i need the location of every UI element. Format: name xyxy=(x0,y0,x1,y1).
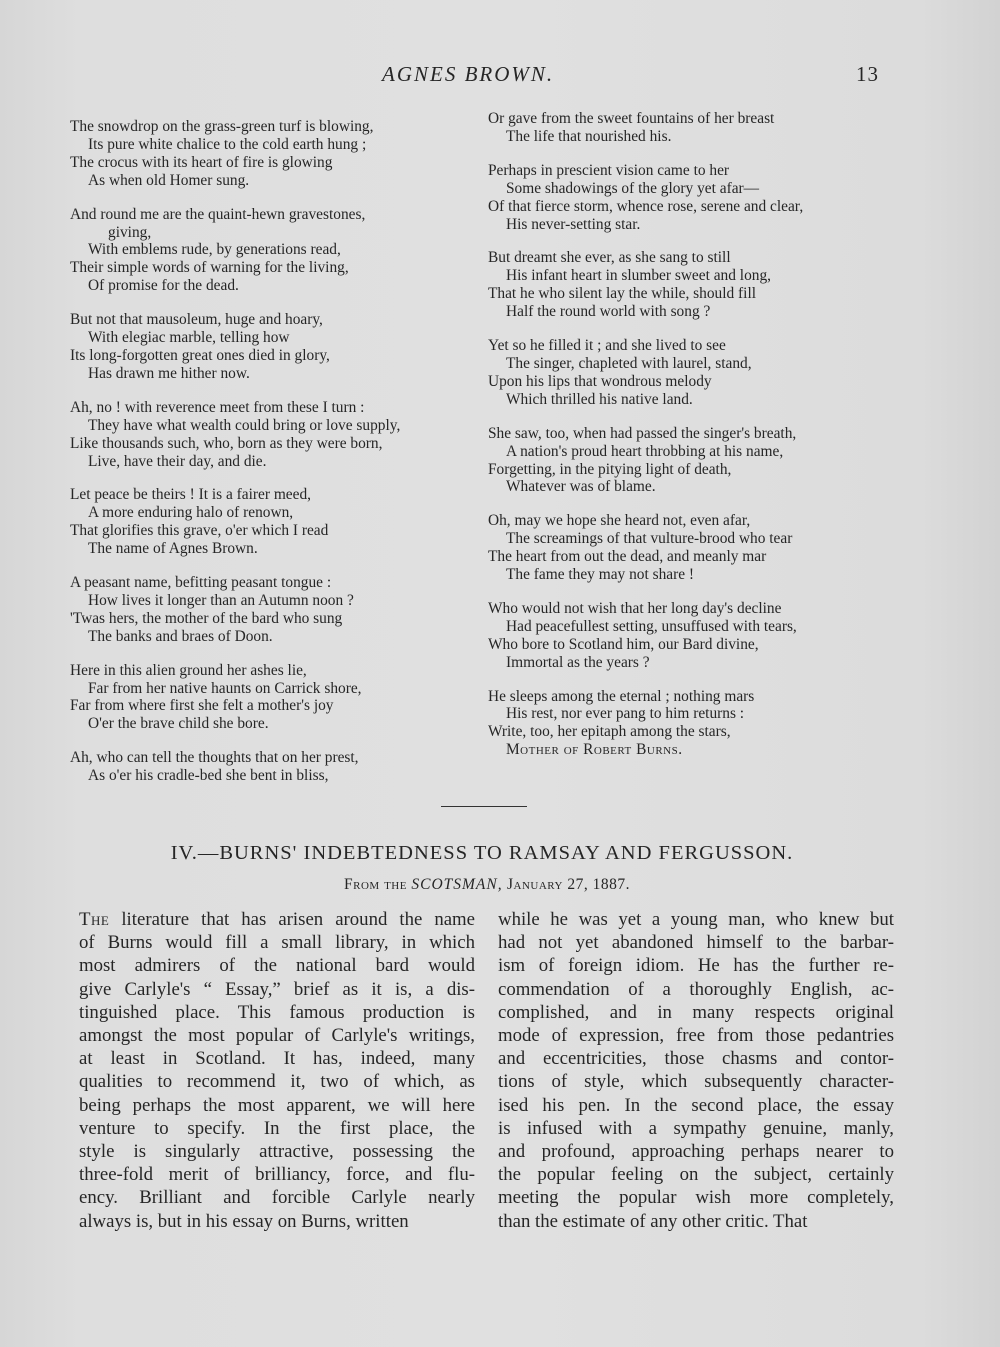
poem-line: Yet so he filled it ; and she lived to see xyxy=(488,337,726,355)
poem-line: Ah, no ! with reverence meet from these I turn : xyxy=(70,398,365,416)
poem-line: Or gave from the sweet fountains of her breast xyxy=(488,110,775,127)
poem-line: A nation's proud heart throbbing at his name, xyxy=(506,442,784,460)
poem-line: The snowdrop on the grass-green turf is blowing, xyxy=(70,118,374,135)
poem-stanza xyxy=(70,311,470,383)
poem-line: His rest, nor ever pang to him returns : xyxy=(506,705,745,723)
article-line: always is, but in his essay on Burns, written xyxy=(79,1210,409,1232)
poem-stanza xyxy=(70,486,470,558)
poem-line: They have what wealth could bring or love supply, xyxy=(88,416,401,434)
poem-line: Let peace be theirs ! It is a fairer meed, xyxy=(70,486,311,504)
article-line: The literature that has arisen around the name xyxy=(79,909,475,930)
poem-line: A peasant name, befitting peasant tongue : xyxy=(70,574,332,592)
poem-line: With emblems rude, by generations read, xyxy=(88,241,341,259)
poem-line: Upon his lips that wondrous melody xyxy=(488,372,712,390)
article-line: complished, and in many respects original xyxy=(498,1001,894,1023)
article-line: amongst the most popular of Carlyle's writings, xyxy=(79,1025,475,1047)
poem-line: Had peacefullest setting, unsuffused with tears, xyxy=(506,617,797,635)
article-line: venture to specify. In the first place, the xyxy=(79,1117,475,1139)
poem-line: Who bore to Scotland him, our Bard divine, xyxy=(488,635,759,653)
article-line: ency. Brilliant and forcible Carlyle nearly xyxy=(79,1187,475,1209)
article-line: is infused with a sympathy genuine, manly, xyxy=(498,1117,894,1139)
poem-line: The fame they may not share ! xyxy=(506,566,695,584)
poem-line: O'er the brave child she bore. xyxy=(88,715,269,733)
poem-line: Here in this alien ground her ashes lie, xyxy=(70,661,307,679)
poem-stanza xyxy=(70,749,470,785)
poem-line: But dreamt she ever, as she sang to still xyxy=(488,249,731,267)
section-divider xyxy=(441,806,527,807)
article-line: and eccentricities, those chasms and contor- xyxy=(498,1048,894,1070)
article-column-left xyxy=(79,908,475,1233)
article-line: than the estimate of any other critic. That xyxy=(498,1210,808,1232)
poem-stanza xyxy=(488,688,888,760)
poem-line: 'Twas hers, the mother of the bard who sung xyxy=(70,609,343,627)
source-paper: SCOTSMAN, xyxy=(411,876,503,893)
section-heading-text: IV.—BURNS' INDEBTEDNESS TO RAMSAY AND FERGUSSON. xyxy=(170,842,794,864)
article-line: give Carlyle's “ Essay,” brief as it is, a dis- xyxy=(79,978,475,1000)
page-number: 13 xyxy=(856,62,879,86)
poem-line: Of promise for the dead. xyxy=(88,277,239,295)
poem-line: The crocus with its heart of fire is glowing xyxy=(70,153,333,171)
poem-stanza xyxy=(70,399,470,471)
article-line: three-fold merit of brilliancy, force, and flu- xyxy=(79,1164,475,1186)
source-prefix: From the xyxy=(344,876,407,893)
poem-line: The life that nourished his. xyxy=(506,127,672,145)
poem-stanza xyxy=(70,662,470,734)
poem-line: Some shadowings of the glory yet afar— xyxy=(506,179,760,197)
poem-line: That he who silent lay the while, should fill xyxy=(488,285,757,303)
article-line: style is singularly attractive, possessing the xyxy=(79,1141,475,1163)
poem-line: As o'er his cradle-bed she bent in bliss, xyxy=(88,767,329,785)
source-date: January 27, 1887. xyxy=(506,876,630,893)
poem-line: And round me are the quaint-hewn gravestones, xyxy=(70,205,366,223)
poem-line: Who would not wish that her long day's decline xyxy=(488,599,782,617)
article-line: meeting the popular wish more completely, xyxy=(498,1187,894,1209)
poem-line: Live, have their day, and die. xyxy=(88,452,267,470)
poem-line: Like thousands such, who, born as they were born, xyxy=(70,434,383,452)
article-line: tinguished place. This famous production is xyxy=(79,1001,475,1023)
poem-stanza xyxy=(70,206,470,296)
poem-stanza xyxy=(488,337,888,409)
poem-line: Perhaps in prescient vision came to her xyxy=(488,161,730,179)
poem-line: Mother of Robert Burns. xyxy=(506,741,683,759)
poem-line: His never-setting star. xyxy=(506,215,641,233)
poem-line: Far from her native haunts on Carrick shore, xyxy=(88,679,362,697)
article-line: at least in Scotland. It has, indeed, many xyxy=(79,1048,475,1070)
poem-line: That glorifies this grave, o'er which I read xyxy=(70,522,329,540)
poem-line: Ah, who can tell the thoughts that on her prest, xyxy=(70,749,359,767)
article-line: while he was yet a young man, who knew but xyxy=(498,909,894,930)
poem-stanza xyxy=(488,512,888,584)
poem-line: Far from where first she felt a mother's joy xyxy=(70,697,334,715)
article-line: ised his pen. In the second place, the essay xyxy=(498,1094,894,1116)
poem-line: The singer, chapleted with laurel, stand, xyxy=(506,354,752,372)
poem-stanza xyxy=(488,425,888,497)
poem-line: giving, xyxy=(108,223,152,241)
article-line: had not yet abandoned himself to the barbar- xyxy=(498,932,894,954)
poem-line: How lives it longer than an Autumn noon ? xyxy=(88,591,354,609)
article-line: and profound, approaching perhaps nearer to xyxy=(498,1141,894,1163)
article-line: tions of style, which subsequently character- xyxy=(498,1071,894,1093)
article-column-right xyxy=(498,908,894,1233)
poem-line: As when old Homer sung. xyxy=(88,171,250,189)
poem-line: With elegiac marble, telling how xyxy=(88,329,290,347)
poem-line: Oh, may we hope she heard not, even afar, xyxy=(488,512,751,530)
running-title: AGNES BROWN. xyxy=(382,62,555,86)
poem-line: The banks and braes of Doon. xyxy=(88,627,273,645)
poem-line: A more enduring halo of renown, xyxy=(88,504,294,522)
poem-line: Its pure white chalice to the cold earth hung ; xyxy=(88,135,367,153)
poem-stanza xyxy=(488,600,888,672)
poem-stanza xyxy=(70,574,470,646)
article-line: being perhaps the most apparent, we will here xyxy=(79,1094,475,1116)
poem-line: The name of Agnes Brown. xyxy=(88,540,258,558)
poem-line: Write, too, her epitaph among the stars, xyxy=(488,723,731,741)
poem-stanza xyxy=(70,118,470,190)
article-line: the popular feeling on the subject, certainly xyxy=(498,1164,894,1186)
article-line: of Burns would fill a small library, in which xyxy=(79,932,475,954)
poem-line: Of that fierce storm, whence rose, serene and clear, xyxy=(488,197,804,215)
poem-line: Has drawn me hither now. xyxy=(88,364,250,382)
poem-stanza xyxy=(488,110,888,146)
poem-stanza xyxy=(488,162,888,234)
poem-line: His infant heart in slumber sweet and long, xyxy=(506,267,771,285)
poem-line: The heart from out the dead, and meanly mar xyxy=(488,548,767,566)
poem-line: Which thrilled his native land. xyxy=(506,390,693,408)
poem-column-left xyxy=(70,118,470,801)
poem-line: But not that mausoleum, huge and hoary, xyxy=(70,311,323,329)
poem-line: Their simple words of warning for the living, xyxy=(70,259,349,277)
poem-line: She saw, too, when had passed the singer's breath, xyxy=(488,424,797,442)
poem-line: He sleeps among the eternal ; nothing mars xyxy=(488,687,755,705)
source-line xyxy=(0,876,1000,894)
poem-line: Its long-forgotten great ones died in glory, xyxy=(70,346,330,364)
poem-line: Forgetting, in the pitying light of death, xyxy=(488,460,732,478)
article-line: qualities to recommend it, two of which, as xyxy=(79,1071,475,1093)
article-line: ism of foreign idiom. He has the further re- xyxy=(498,955,894,977)
poem-line: Immortal as the years ? xyxy=(506,653,650,671)
section-heading xyxy=(0,842,1000,865)
poem-line: Half the round world with song ? xyxy=(506,303,711,321)
article-line: mode of expression, free from those pedantries xyxy=(498,1025,894,1047)
poem-line: The screamings of that vulture-brood who tear xyxy=(506,530,793,548)
running-head xyxy=(0,62,1000,92)
poem-stanza xyxy=(488,249,888,321)
poem-column-right xyxy=(488,110,888,775)
article-line: commendation of a thoroughly English, ac- xyxy=(498,978,894,1000)
article-line: most admirers of the national bard would xyxy=(79,955,475,977)
poem-line: Whatever was of blame. xyxy=(506,478,656,496)
